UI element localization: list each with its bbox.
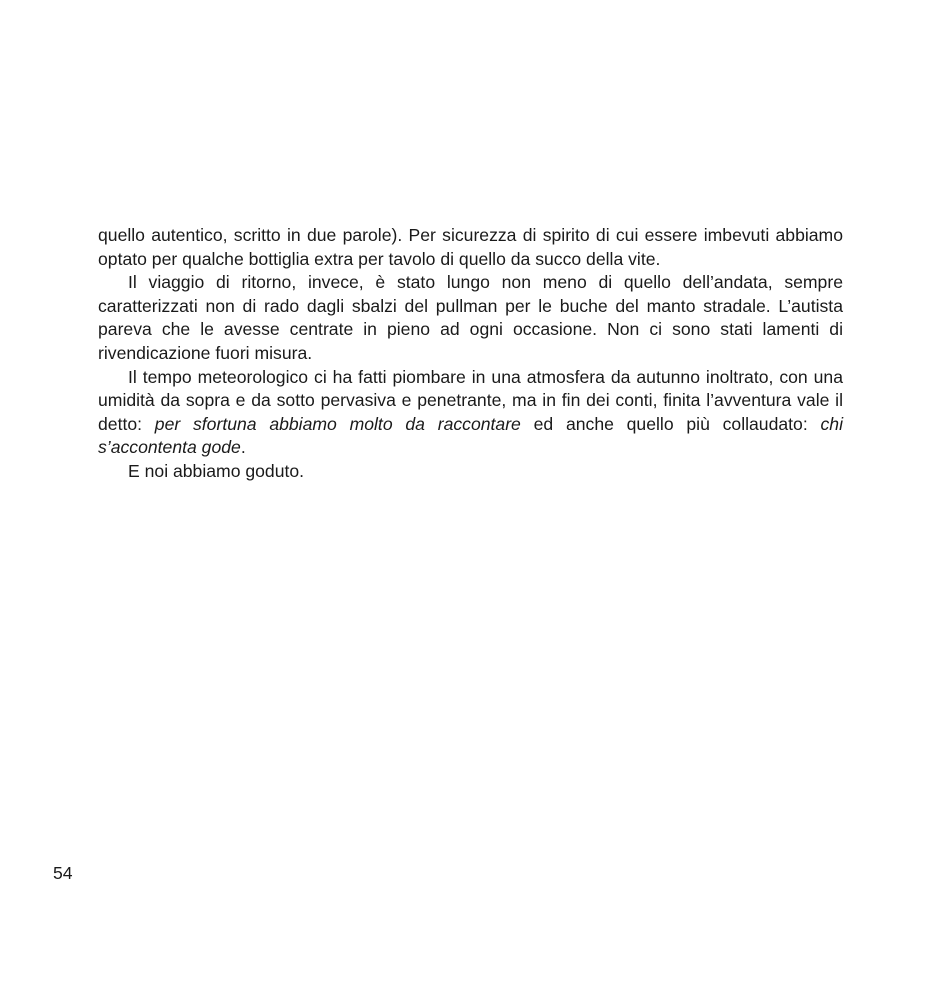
paragraph-3-text-e: . [240, 437, 246, 458]
italic-saying-2: chi s’accontenta gode [98, 413, 843, 458]
italic-saying-1: per sfortuna abbiamo molto da raccontare [154, 413, 521, 434]
paragraph-2: Il viaggio di ritorno, invece, è stato lungo non meno di quello dell’andata, sempre caratterizzati non di rado dagli sbalzi del pullman per le buche del manto stradale. L’autista pareva che le avesse centrate in pieno ad ogni occasione. Non ci sono stati lamenti di rivendicazione fuori misura. [98, 272, 843, 363]
page-body-text [98, 224, 843, 484]
page-number: 54 [53, 863, 73, 883]
paragraph-3-text-a: Il tempo meteorologico ci ha fatti piombare in una atmosfera da autunno inoltrato, con una umidità da sopra e da sotto pervasiva e penetrante, ma in fin dei conti, finita l’avventura vale il detto: [98, 366, 843, 434]
paragraph-3 [98, 366, 843, 460]
paragraph-4: E noi abbiamo goduto. [128, 460, 305, 481]
paragraph-3-text-c: ed anche quello più collaudato: [520, 413, 821, 434]
paragraph-1: quello autentico, scritto in due parole). Per sicurezza di spirito di cui essere imbevuti abbiamo optato per qualche bottiglia extra per tavolo di quello da succo della vite. [98, 225, 843, 269]
